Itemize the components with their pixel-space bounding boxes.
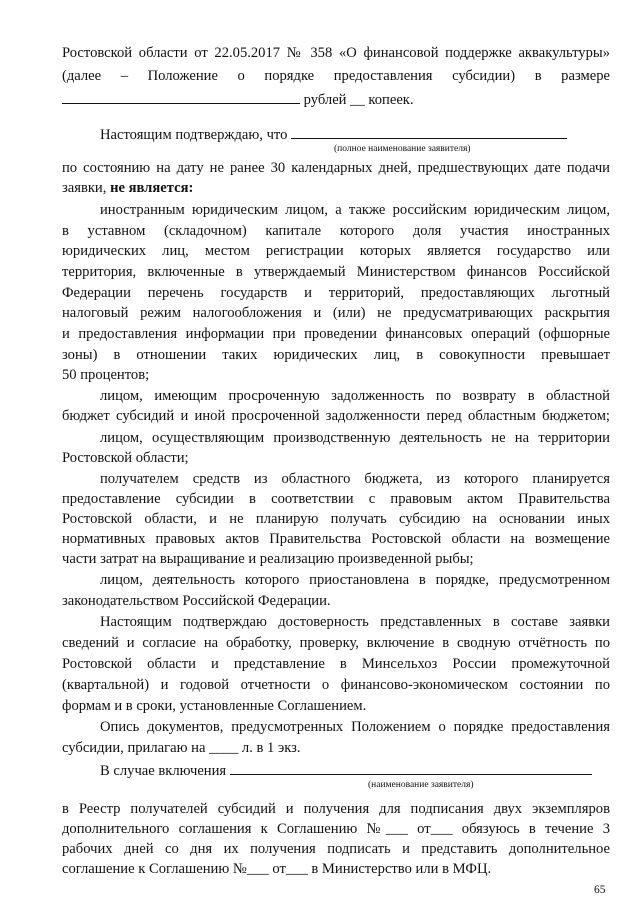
applicant-name-blank: [291, 124, 567, 139]
text-line: Федерации перечень государств и территорий, предоставляющих льготный: [62, 285, 610, 301]
caption-applicant-name: (наименование заявителя): [368, 780, 474, 790]
text-fragment: рублей __ копеек.: [303, 92, 414, 108]
text-line: рабочих дней со дня их получения подписать и представить дополнительное: [62, 841, 610, 857]
text-line: в Реестр получателей субсидий и получения для подписания двух экземпляров: [62, 801, 610, 817]
text-line: (квартальной) и годовой отчетности о финансово-экономическом состоянии по: [62, 677, 610, 693]
text-line: и предоставления информации при проведении финансовых операций (офшорные: [62, 326, 610, 342]
text-line: Опись документов, предусмотренных Положением о порядке предоставления: [100, 719, 610, 735]
text-line: в уставном (складочном) капитале которого доля участия иностранных: [62, 223, 610, 239]
text-line: сведений и согласие на обработку, проверку, включение в сводную отчётность по: [62, 635, 610, 651]
bold-emphasis: не является:: [110, 180, 194, 196]
text-fragment: В случае включения: [100, 763, 227, 779]
text-line: Ростовской области;: [62, 450, 189, 466]
text-line: [100, 760, 610, 781]
amount-blank: [62, 89, 300, 104]
text-line: налоговый режим налогообложения и (или) не предусматривающих раскрытия: [62, 305, 610, 321]
text-line: Настоящим подтверждаю достоверность представленных в составе заявки: [100, 614, 610, 630]
text-line: [62, 89, 610, 110]
text-line: лицом, деятельность которого приостановлена в порядке, предусмотренном: [100, 572, 610, 588]
text-line: 50 процентов;: [62, 367, 150, 383]
text-line: дополнительного соглашения к Соглашению №___ от___ обязуюсь в течение 3: [62, 821, 610, 837]
text-line: (далее – Положение о порядке предоставления субсидии) в размере: [62, 68, 610, 84]
text-line: лицом, имеющим просроченную задолженность по возврату в областной: [100, 388, 610, 404]
text-fragment: Настоящим подтверждаю, что: [100, 127, 288, 143]
text-line: законодательством Российской Федерации.: [62, 593, 331, 609]
text-line: территория, включенные в утверждаемый Министерством финансов Российской: [62, 264, 610, 280]
text-line: получателем средств из областного бюджета, из которого планируется: [100, 471, 610, 487]
text-line: соглашение к Соглашению №___ от___ в Министерство или в МФЦ.: [62, 861, 492, 877]
text-line: предоставление субсидии в соответствии с правовым актом Правительства: [62, 491, 610, 507]
text-line: бюджет субсидий и иной просроченной задолженности перед областным бюджетом;: [62, 408, 610, 424]
text-line: [62, 179, 610, 198]
text-line: Ростовской области и представление в Минсельхоз России промежуточной: [62, 656, 610, 672]
text-line: Ростовской области, и не планирую получать субсидию на основании иных: [62, 511, 610, 527]
text-line: субсидии, прилагаю на ____ л. в 1 экз.: [62, 740, 301, 756]
caption-applicant-full-name: (полное наименование заявителя): [334, 144, 471, 154]
text-line: нормативных правовых актов Правительства Ростовской области на возмещение: [62, 531, 610, 547]
text-line: [100, 124, 610, 145]
text-line: лицом, осуществляющим производственную деятельность не на территории: [100, 430, 610, 446]
text-line: юридических лиц, местом регистрации которых является государство или: [62, 243, 610, 259]
text-line: Ростовской области от 22.05.2017 № 358 «О финансовой поддержке аквакультуры»: [62, 45, 610, 61]
page-number: 65: [594, 884, 606, 896]
applicant-name-blank: [230, 760, 592, 775]
text-line: по состоянию на дату не ранее 30 календарных дней, предшествующих дате подачи: [62, 160, 610, 176]
text-line: формам и в сроки, установленные Соглашением.: [62, 698, 367, 714]
text-line: иностранным юридическим лицом, а также российским юридическим лицом,: [100, 202, 610, 218]
text-fragment: заявки,: [62, 180, 107, 196]
text-line: зоны) в отношении таких юридических лиц, в совокупности превышает: [62, 347, 610, 363]
text-line: части затрат на выращивание и реализацию произведенной рыбы;: [62, 551, 474, 567]
